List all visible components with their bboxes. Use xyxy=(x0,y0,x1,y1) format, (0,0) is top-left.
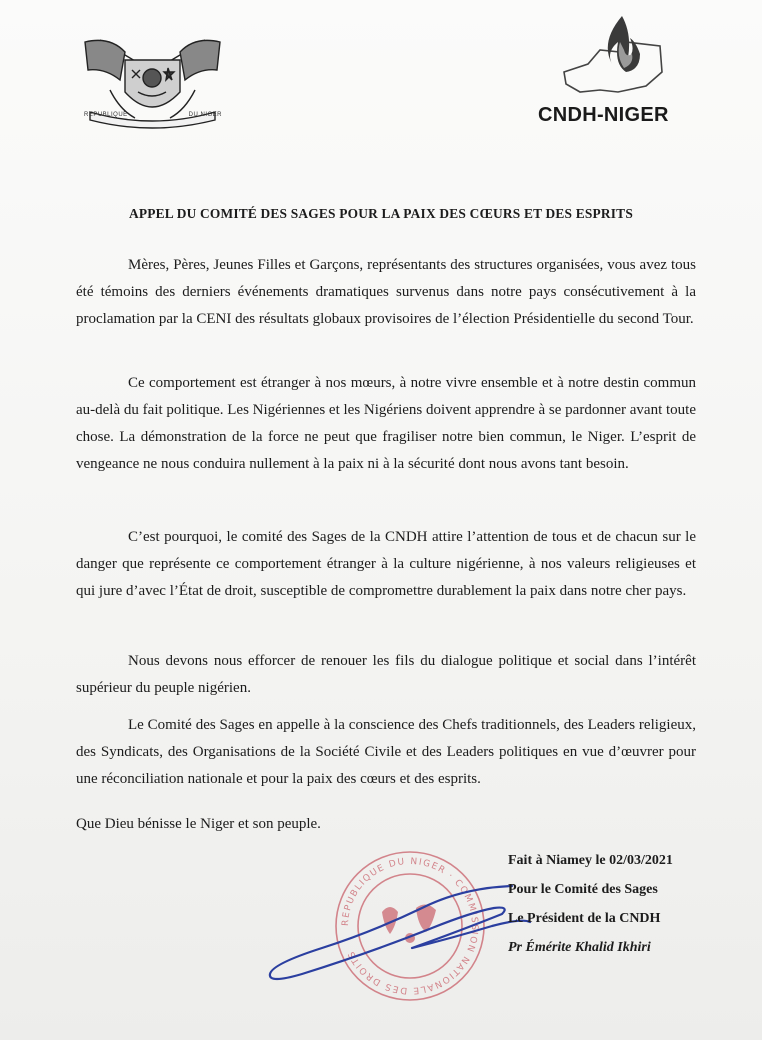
coat-caption-right: DU NIGER xyxy=(188,112,222,118)
paragraph-4: Nous devons nous efforcer de renouer les fils du dialogue politique et social dans l’intérêt supérieur du peuple nigérien. xyxy=(76,653,696,696)
paragraph-5: Le Comité des Sages en appelle à la conscience des Chefs traditionnels, des Leaders religieux, des Syndicats, des Organisations de la Société Civile et des Leaders politiques en vue d’œuvrer pour une réconciliation nationale et pour la paix des cœurs et des esprits. xyxy=(76,717,696,787)
place-date: Fait à Niamey le 02/03/2021 xyxy=(508,853,673,868)
page-title: APPEL DU COMITÉ DES SAGES POUR LA PAIX DES CŒURS ET DES ESPRITS xyxy=(129,206,633,221)
handwritten-signature-icon xyxy=(262,878,532,988)
coat-caption-left: REPUBLIQUE xyxy=(84,112,128,118)
paragraph-1: Mères, Pères, Jeunes Filles et Garçons, représentants des structures organisées, vous avez tous été témoins des derniers événements dramatiques survenus dans notre pays consécutivement à la proclamation par la CENI des résultats globaux provisoires de l’élection Présidentielle du second Tour. xyxy=(76,257,696,327)
paragraph-2: Ce comportement est étranger à nos mœurs, à notre vivre ensemble et à notre destin commun au-delà du fait politique. Les Nigériennes et les Nigériens doivent apprendre à se pardonner avant toute chose. La démonstration de la force ne peut que fragiliser notre bien commun, le Niger. L’esprit de vengeance ne nous conduira nullement à la paix ni à la sécurité dont nous avons tant besoin. xyxy=(76,375,696,472)
stamp-ring-text: REPUBLIQUE DU NIGER · COMMISSION NATIONALE DES DROITS xyxy=(340,856,480,996)
closing-blessing: Que Dieu bénisse le Niger et son peuple. xyxy=(76,816,321,832)
signatory-role: Le Président de la CNDH xyxy=(508,911,661,926)
on-behalf-line: Pour le Comité des Sages xyxy=(508,882,658,897)
cndh-flame-map-logo-icon xyxy=(560,12,670,102)
org-name: CNDH-NIGER xyxy=(538,104,669,126)
paragraph-3: C’est pourquoi, le comité des Sages de la CNDH attire l’attention de tous et de chacun sur le danger que représente ce comportement étranger à la culture nigérienne, à nos valeurs religieuses et qui jure d’avec l’État de droit, susceptible de compromettre durablement la paix dans notre cher pays. xyxy=(76,529,696,599)
signatory-name: Pr Émérite Khalid Ikhiri xyxy=(508,940,651,955)
signature-block xyxy=(508,846,673,962)
coat-of-arms-motto xyxy=(84,112,222,118)
